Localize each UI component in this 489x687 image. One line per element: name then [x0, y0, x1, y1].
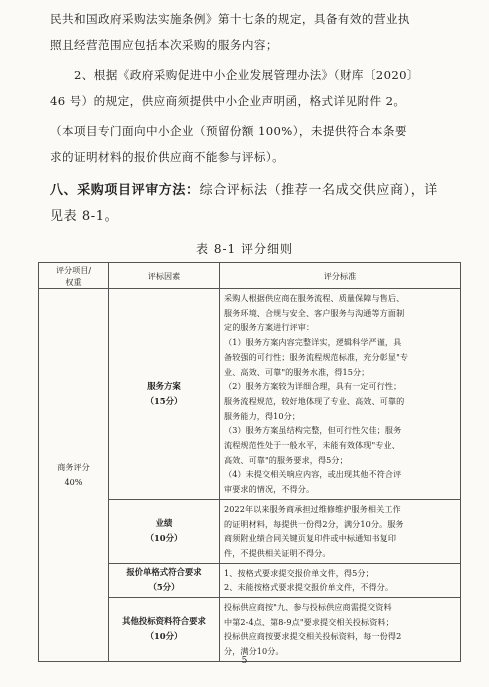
text-line: 见表 8-1。: [50, 209, 119, 224]
text-line: 照且经营范围应包括本次采购的服务内容；: [50, 38, 278, 52]
criteria-cell: 1、按格式要求提交报价单文件，得5分； 2、未能按格式要求提交报价单文件，不得分。: [220, 563, 461, 597]
criteria-cell: 2022年以来服务商承担过维修维护服务相关工作 的证明材料，每提供一份得2分，满分10分。服务 商须附业绩合同关键页复印件或中标通知书复印 件，不提供相关证明不得分。: [220, 499, 461, 563]
section-heading-evaluation-method: [50, 178, 460, 230]
header-item-weight: 评分项目/ 权重: [39, 263, 109, 289]
section-title: 八、采购项目评审方法：: [50, 183, 200, 198]
table-row: [39, 289, 461, 500]
text-line: 求的证明材料的报价供应商不能参与评标）。: [50, 150, 285, 164]
group-weight: 40%: [64, 476, 83, 487]
factor-cell: 其他投标资料符合要求 （10分）: [109, 598, 220, 662]
factor-cell: 报价单格式符合要求 （5分）: [109, 563, 220, 597]
table-header-row: [39, 263, 461, 289]
text-line: 2、根据《政府采购促进中小企业发展管理办法》（财库〔2020〕: [50, 68, 419, 82]
section-title-rest: 综合评标法（推荐一名成交供应商），详: [199, 183, 438, 198]
factor-cell: 服务方案 （15分）: [109, 289, 220, 500]
text-line: （本项目专门面向中小企业（预留份额 100%），未提供符合本条要: [50, 124, 407, 138]
scoring-table: [38, 262, 461, 662]
text-line: 民共和国政府采购法实施条例》第十七条的规定，具备有效的营业执: [50, 12, 410, 26]
header-factor: 评标因素: [109, 263, 220, 289]
criteria-cell: 投标供应商按"九、参与投标供应商需提交资料 中第2-4点、第8-9点"要求提交相关投标资料； 投标供应商按要求提交相关投标资料，每一份得2 分，满分10分。: [220, 598, 461, 662]
page-number: 5: [241, 656, 248, 666]
table-caption: 表 8-1 评分细则: [196, 242, 293, 256]
criteria-cell: 采购人根据供应商在服务流程、质量保障与售后、 服务环境、合规与安全、客户服务与沟通等方面制 定的服务方案进行评审： （1）服务方案内容完整详实，逻辑科学严谨，具 备较强的可行性；服务流程规范标准，充分彰显"专 业、高效、可靠"的服务水准，得15分； （2）服务方案较为详细合理，具有一定可行性； 服务流程规范，较好地体现了专业、高效、可靠的 服务能力，得10分； （3）服务方案虽结构完整，但可行性欠佳；服务 流程规范性处于一般水平，未能有效体现"专业、 高效、可靠"的服务要求，得5分； （4）未提交相关响应内容，或出现其他不符合评 审要求的情况，不得分。: [220, 289, 461, 500]
text-line: [50, 178, 460, 204]
paragraph-business-license: [50, 6, 450, 58]
group-name: 商务评分: [57, 462, 90, 473]
paragraph-sme-reservation: [50, 118, 450, 170]
factor-cell: 业绩 （10分）: [109, 499, 220, 563]
header-criteria: 评分标准: [220, 263, 461, 289]
group-cell-business: [39, 289, 109, 662]
text-line: 46 号）的规定，供应商须提供中小企业声明函，格式详见附件 2。: [50, 94, 406, 108]
paragraph-sme-declaration: [50, 62, 450, 114]
